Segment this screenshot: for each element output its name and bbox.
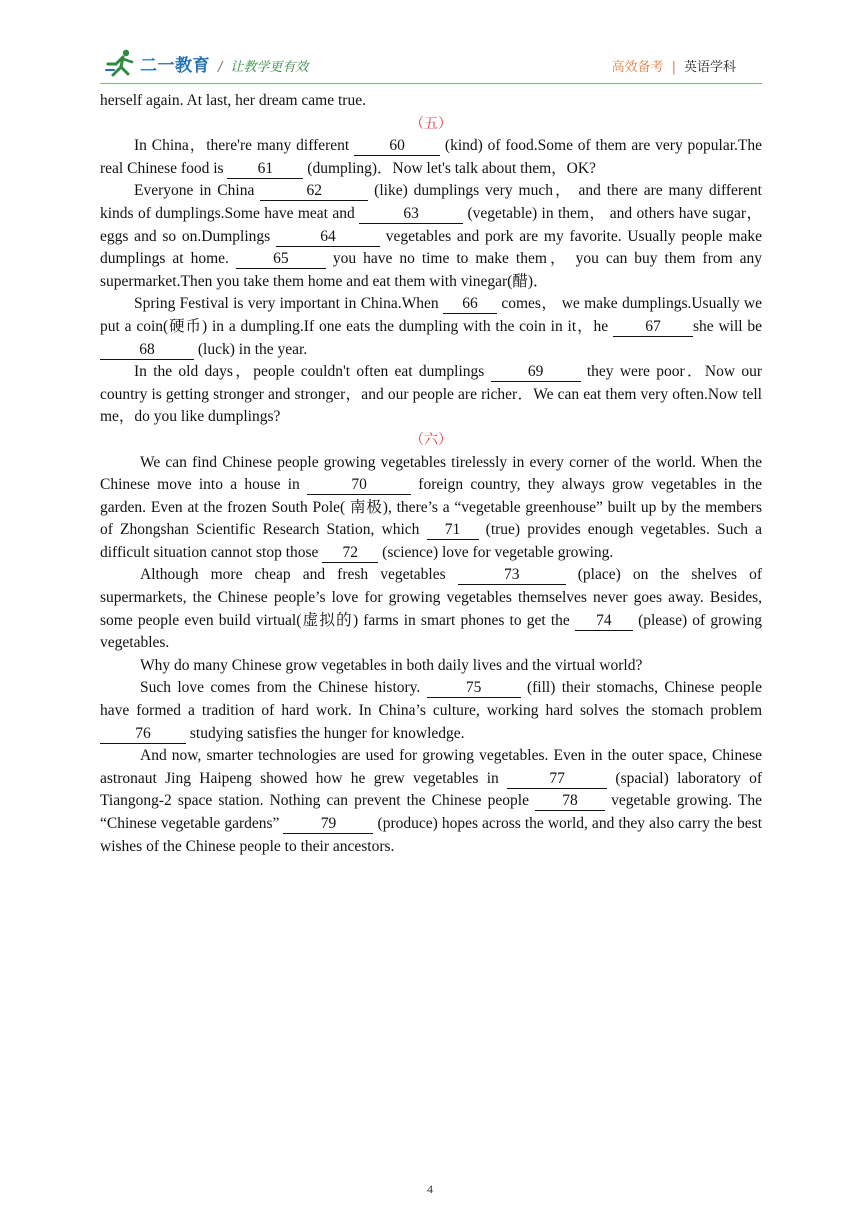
paragraph: Spring Festival is very important in China.When 66 comes， we make dumplings.Usually we put a coin(硬币) in a dumpling.If one eats the dumpling with the coin in it，he 67 she will be 68 (luck) in the year.	[100, 295, 763, 358]
paragraph: Everyone in China 62 (like) dumplings very much， and there are many different kinds of dumplings.Some have meat and 63 (vegetable) in them， and others have sugar， eggs and so on.Dumplings 64 vegetables and pork are my favorite. Usually people make dumplings at home. 65 you have no time to make them， you can buy them from any supermarket.Then you take them home and eat them with vinegar(醋)．	[100, 182, 762, 290]
tag-separator: |	[671, 60, 676, 75]
blank-63[interactable]: 63	[359, 205, 463, 224]
blank-67[interactable]: 67	[613, 318, 693, 337]
blank-72[interactable]: 72	[322, 544, 378, 563]
blank-79[interactable]: 79	[283, 815, 373, 834]
blank-76[interactable]: 76	[100, 725, 186, 744]
paragraph: Although more cheap and fresh vegetables 73 (place) on the shelves of supermarkets, the Chinese people’s love for growing vegetables themselves never goes away. Besides, some people even build virtual(虚拟的) farms in smart phones to get the 74 (please) of growing vegetables.	[100, 566, 762, 652]
tag-subject: 英语学科	[683, 60, 736, 75]
paragraph: And now, smarter technologies are used for growing vegetables. Even in the outer space, Chinese astronaut Jing Haipeng showed how he grew vegetables in 77 (spacial) laboratory of Tiangong-2 space station. Nothing can prevent the Chinese people 78 vegetable growing. The “Chinese vegetable gardens” 79 (produce) hopes across the world, and they also carry the best wishes of the Chinese people to their ancestors.	[100, 747, 763, 855]
runner-logo-icon	[104, 48, 138, 78]
header-divider	[100, 83, 762, 84]
blank-61[interactable]: 61	[227, 160, 303, 179]
page-number: 4	[427, 1182, 433, 1196]
paragraph: Such love comes from the Chinese history. 75 (fill) their stomachs, Chinese people have formed a tradition of hard work. In China’s culture, working hard solves the stomach problem 76 studying satisfies the hunger for knowledge.	[100, 679, 762, 742]
paragraph: In the old days，people couldn't often eat dumplings 69 they were poor．Now our country is getting stronger and stronger，and our people are richer．We can eat them very often.Now tell me，do you like dumplings?	[100, 363, 763, 426]
blank-60[interactable]: 60	[354, 137, 440, 156]
section-title-5: （五）	[410, 115, 452, 132]
header-tags	[612, 56, 736, 75]
paragraph: Why do many Chinese grow vegetables in both daily lives and the virtual world?	[140, 656, 643, 674]
slogan-text: 让教学更有效	[230, 60, 309, 75]
document-body	[100, 90, 762, 858]
blank-75[interactable]: 75	[427, 679, 521, 698]
blank-64[interactable]: 64	[276, 228, 380, 247]
page-header	[100, 46, 760, 82]
blank-70[interactable]: 70	[307, 476, 411, 495]
blank-77[interactable]: 77	[507, 770, 607, 789]
section-title-6: （六）	[410, 431, 452, 448]
blank-62[interactable]: 62	[260, 182, 368, 201]
paragraph: We can find Chinese people growing vegetables tirelessly in every corner of the world. When the Chinese move into a house in 70 foreign country, they always grow vegetables in the garden. Even at the frozen South Pole( 南极), there’s a “vegetable greenhouse” built up by the members of Zhongshan Scientific Research Station, which 71 (true) provides enough vegetables. Such a difficult situation cannot stop those 72 (science) love for vegetable growing.	[100, 453, 762, 561]
blank-69[interactable]: 69	[491, 363, 581, 382]
blank-73[interactable]: 73	[458, 566, 566, 585]
blank-74[interactable]: 74	[575, 612, 633, 631]
tag-exam-prep: 高效备考	[611, 60, 664, 75]
slogan: / 让教学更有效	[218, 60, 309, 75]
blank-78[interactable]: 78	[535, 792, 605, 811]
blank-68[interactable]: 68	[100, 341, 194, 360]
paragraph: In China，there're many different 60 (kind) of food.Some of them are very popular.The real Chinese food is 61 (dumpling)．Now let's talk about them，OK?	[100, 137, 763, 177]
brand-logo	[104, 48, 210, 78]
logo-text: 二一教育	[140, 55, 210, 76]
blank-65[interactable]: 65	[236, 250, 326, 269]
blank-71[interactable]: 71	[427, 521, 479, 540]
blank-66[interactable]: 66	[443, 295, 497, 314]
intro-line: herself again. At last, her dream came true.	[100, 92, 366, 109]
